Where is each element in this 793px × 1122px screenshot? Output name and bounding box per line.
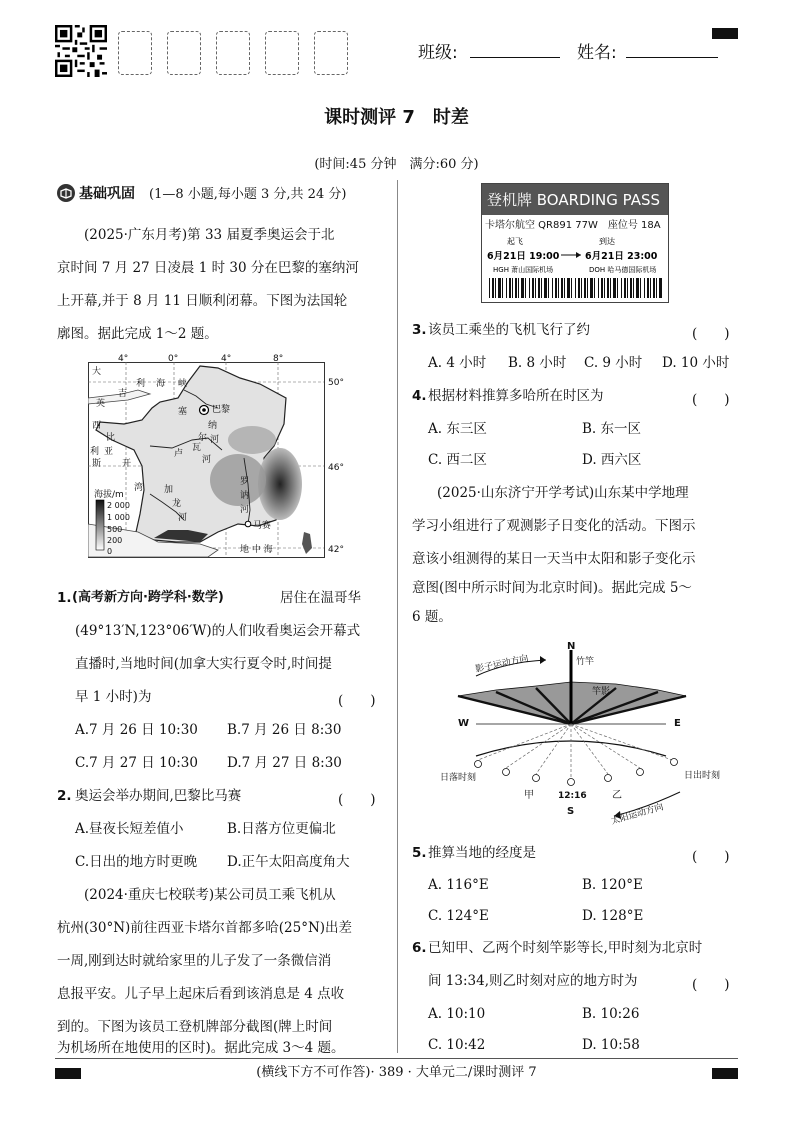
answer-paren[interactable]: ( ) bbox=[692, 977, 730, 993]
intro-line: 京时间 7 月 27 日凌晨 1 时 30 分在巴黎的塞纳河 bbox=[57, 260, 359, 276]
boarding-flight: 卡塔尔航空 QR891 77W 座位号 18A bbox=[485, 220, 661, 231]
map-place: 纳 bbox=[208, 421, 218, 431]
question-number: 6. bbox=[412, 940, 427, 956]
intro-line: 学习小组进行了观测影子日变化的活动。下图示 bbox=[412, 518, 696, 534]
map-place: 地 中 海 bbox=[240, 545, 273, 555]
section-note: (1—8 小题,每小题 3 分,共 24 分) bbox=[149, 187, 347, 202]
map-place: 英 bbox=[96, 399, 106, 409]
boarding-header: 登机牌 BOARDING PASS bbox=[487, 191, 660, 209]
answer-box bbox=[216, 31, 250, 75]
lat-label: 42° bbox=[328, 545, 344, 555]
intro-line: (2025·山东济宁开学考试)山东某中学地理 bbox=[437, 485, 689, 501]
option-b[interactable]: B. 东一区 bbox=[582, 421, 642, 437]
question-stem: 居住在温哥华 bbox=[280, 590, 361, 606]
name-field[interactable] bbox=[626, 57, 718, 58]
shadow-label: 竿影 bbox=[592, 687, 611, 697]
legend-value: 1 000 bbox=[107, 513, 130, 522]
option-d[interactable]: D. 128°E bbox=[582, 908, 644, 924]
question-number: 2. bbox=[57, 788, 72, 804]
option-d[interactable]: D. 10 小时 bbox=[662, 355, 730, 371]
option-a[interactable]: A. 10:10 bbox=[428, 1006, 486, 1022]
map-place: 河 bbox=[178, 513, 188, 523]
map-place: 塞 bbox=[178, 407, 188, 417]
option-b[interactable]: B. 120°E bbox=[582, 877, 643, 893]
intro-line: 为机场所在地使用的区时)。据此完成 3～4 题。 bbox=[57, 1040, 345, 1056]
map-place: 大 bbox=[92, 367, 102, 377]
map-place: 加 bbox=[164, 485, 174, 495]
question-number: 5. bbox=[412, 845, 427, 861]
arr-airport: DOH 哈马德国际机场 bbox=[589, 266, 657, 274]
sun-direction-label: 太阳运动方向 bbox=[610, 802, 665, 827]
map-place: 海 bbox=[156, 379, 166, 389]
legend-value: 2 000 bbox=[107, 501, 130, 510]
west-label: W bbox=[458, 718, 470, 729]
map-place: 马赛 bbox=[253, 521, 272, 531]
question-tag: (高考新方向·跨学科·数学) bbox=[72, 590, 224, 605]
map-place: 巴黎 bbox=[212, 405, 231, 415]
shadow-direction-label: 影子运动方向 bbox=[474, 653, 530, 675]
map-place: 峡 bbox=[178, 379, 188, 389]
option-d[interactable]: D.正午太阳高度角大 bbox=[227, 854, 350, 870]
map-place: 开 bbox=[122, 459, 132, 469]
answer-box bbox=[314, 31, 348, 75]
shadow-diagram bbox=[436, 638, 726, 828]
question-stem: 已知甲、乙两个时刻竿影等长,甲时刻为北京时 bbox=[428, 940, 703, 956]
map-place: 利 bbox=[136, 379, 146, 389]
option-d[interactable]: D. 西六区 bbox=[582, 452, 642, 468]
lon-label: 0° bbox=[168, 354, 179, 364]
lon-label: 8° bbox=[273, 354, 284, 364]
intro-line: 意图(图中所示时间为北京时间)。据此完成 5～ bbox=[412, 580, 692, 596]
question-stem: 奥运会举办期间,巴黎比马赛 bbox=[75, 788, 242, 804]
lat-label: 50° bbox=[328, 378, 344, 388]
map-place: 吉 bbox=[118, 389, 128, 399]
map-place: 龙 bbox=[172, 499, 182, 509]
legend-value: 0 bbox=[107, 547, 113, 556]
name-label: 姓名: bbox=[577, 43, 617, 63]
question-number: 3. bbox=[412, 322, 427, 338]
sunrise-label: 日出时刻 bbox=[684, 771, 721, 781]
intro-line: 意该小组测得的某日一天当中太阳和影子变化示 bbox=[412, 551, 696, 567]
yi-label: 乙 bbox=[612, 790, 622, 801]
map-place: 比 bbox=[106, 433, 116, 443]
option-b[interactable]: B.日落方位更偏北 bbox=[227, 821, 336, 837]
legend-value: 500 bbox=[107, 525, 123, 534]
legend-title: 海拔/m bbox=[94, 490, 124, 500]
answer-box bbox=[118, 31, 152, 75]
page-title: 课时测评 7 时差 bbox=[324, 107, 469, 128]
map-place: 罗 bbox=[240, 477, 250, 487]
map-place: 利 bbox=[90, 447, 100, 457]
intro-line: 到的。下图为该员工登机牌部分截图(牌上时间 bbox=[57, 1019, 333, 1035]
lon-label: 4° bbox=[118, 354, 129, 364]
option-a[interactable]: A. 4 小时 bbox=[428, 355, 487, 371]
option-a[interactable]: A. 东三区 bbox=[428, 421, 487, 437]
pole-label: 竹竿 bbox=[576, 657, 595, 667]
intro-line: 廓图。据此完成 1～2 题。 bbox=[57, 326, 218, 342]
option-c[interactable]: C. 124°E bbox=[428, 908, 489, 924]
option-d[interactable]: D. 10:58 bbox=[582, 1037, 640, 1053]
intro-line: 杭州(30°N)前往西亚卡塔尔首都多哈(25°N)出差 bbox=[57, 920, 353, 936]
question-number: 1. bbox=[57, 590, 72, 606]
intro-line: 上开幕,并于 8 月 11 日顺利闭幕。下图为法国轮 bbox=[57, 293, 348, 309]
map-place: 西 bbox=[92, 421, 102, 431]
answer-box bbox=[167, 31, 201, 75]
answer-paren[interactable]: ( ) bbox=[338, 792, 376, 808]
noon-label: 12:16 bbox=[558, 791, 587, 801]
class-label: 班级: bbox=[418, 43, 458, 63]
option-c[interactable]: C. 西二区 bbox=[428, 452, 487, 468]
east-label: E bbox=[674, 718, 681, 729]
legend-value: 200 bbox=[107, 536, 123, 545]
map-place: 河 bbox=[210, 435, 220, 445]
dep-label: 起飞 bbox=[507, 237, 523, 246]
option-b[interactable]: B. 10:26 bbox=[582, 1006, 640, 1022]
intro-line: 一周,刚到达时就给家里的儿子发了一条微信消 bbox=[57, 953, 332, 969]
question-stem: 间 13:34,则乙时刻对应的地方时为 bbox=[428, 973, 638, 989]
option-c[interactable]: C.日出的地方时更晚 bbox=[75, 854, 198, 870]
question-number: 4. bbox=[412, 388, 427, 404]
intro-line: 息报平安。儿子早上起床后看到该消息是 4 点收 bbox=[57, 986, 345, 1002]
answer-paren[interactable]: ( ) bbox=[692, 849, 730, 865]
boarding-pass bbox=[481, 183, 669, 303]
map-place: 亚 bbox=[104, 447, 114, 457]
section-label: 基础巩固 bbox=[79, 186, 135, 202]
option-c[interactable]: C. 9 小时 bbox=[584, 355, 643, 371]
arr-time: 6月21日 23:00 bbox=[585, 251, 658, 262]
book-icon bbox=[57, 184, 75, 202]
answer-paren[interactable]: ( ) bbox=[338, 693, 376, 709]
question-stem: 早 1 小时)为 bbox=[75, 689, 152, 705]
registration-mark bbox=[712, 28, 738, 39]
intro-line: (2024·重庆七校联考)某公司员工乘飞机从 bbox=[84, 887, 336, 903]
dep-airport: HGH 萧山国际机场 bbox=[493, 266, 554, 274]
column-divider bbox=[397, 180, 398, 1053]
option-b[interactable]: B. 8 小时 bbox=[508, 355, 567, 371]
footer-rule bbox=[55, 1058, 738, 1059]
time-info: (时间:45 分钟 满分:60 分) bbox=[314, 157, 479, 172]
south-label: S bbox=[567, 806, 575, 817]
map-place: 斯 bbox=[92, 459, 102, 469]
answer-paren[interactable]: ( ) bbox=[692, 326, 730, 342]
question-stem: 该员工乘坐的飞机飞行了约 bbox=[428, 322, 590, 338]
footer-text: (横线下方不可作答)· 389 · 大单元二/课时测评 7 bbox=[256, 1065, 537, 1080]
map-place: 河 bbox=[240, 505, 250, 515]
map-place: 湾 bbox=[134, 483, 144, 493]
option-a[interactable]: A.昼夜长短差值小 bbox=[75, 821, 184, 837]
answer-box bbox=[265, 31, 299, 75]
map-place: 卢 bbox=[174, 449, 184, 459]
lon-label: 4° bbox=[221, 354, 232, 364]
jia-label: 甲 bbox=[524, 790, 534, 801]
lat-label: 46° bbox=[328, 463, 344, 473]
intro-line: (2025·广东月考)第 33 届夏季奥运会于北 bbox=[84, 227, 335, 243]
north-label: N bbox=[567, 641, 576, 652]
option-c[interactable]: C.7 月 27 日 10:30 bbox=[75, 755, 198, 771]
class-field[interactable] bbox=[470, 57, 560, 58]
map-place: 讷 bbox=[240, 491, 250, 501]
sunset-label: 日落时刻 bbox=[440, 773, 477, 783]
intro-line: 6 题。 bbox=[412, 609, 452, 625]
option-c[interactable]: C. 10:42 bbox=[428, 1037, 486, 1053]
answer-paren[interactable]: ( ) bbox=[692, 392, 730, 408]
qr-code-icon bbox=[55, 25, 107, 77]
option-d[interactable]: D.7 月 27 日 8:30 bbox=[227, 755, 342, 771]
dep-time: 6月21日 19:00 bbox=[487, 251, 560, 262]
map-place: 瓦 bbox=[192, 443, 202, 453]
question-stem: 直播时,当地时间(加拿大实行夏令时,时间提 bbox=[75, 656, 332, 672]
france-map bbox=[88, 354, 344, 568]
option-b[interactable]: B.7 月 26 日 8:30 bbox=[227, 722, 342, 738]
question-stem: 推算当地的经度是 bbox=[428, 845, 536, 861]
arr-label: 到达 bbox=[599, 237, 615, 246]
map-place: 河 bbox=[202, 455, 212, 465]
question-stem: 根据材料推算多哈所在时区为 bbox=[428, 388, 604, 404]
option-a[interactable]: A.7 月 26 日 10:30 bbox=[75, 722, 198, 738]
map-place: 尔 bbox=[198, 433, 208, 443]
question-stem: (49°13′N,123°06′W)的人们收看奥运会开幕式 bbox=[75, 623, 361, 639]
option-a[interactable]: A. 116°E bbox=[428, 877, 489, 893]
